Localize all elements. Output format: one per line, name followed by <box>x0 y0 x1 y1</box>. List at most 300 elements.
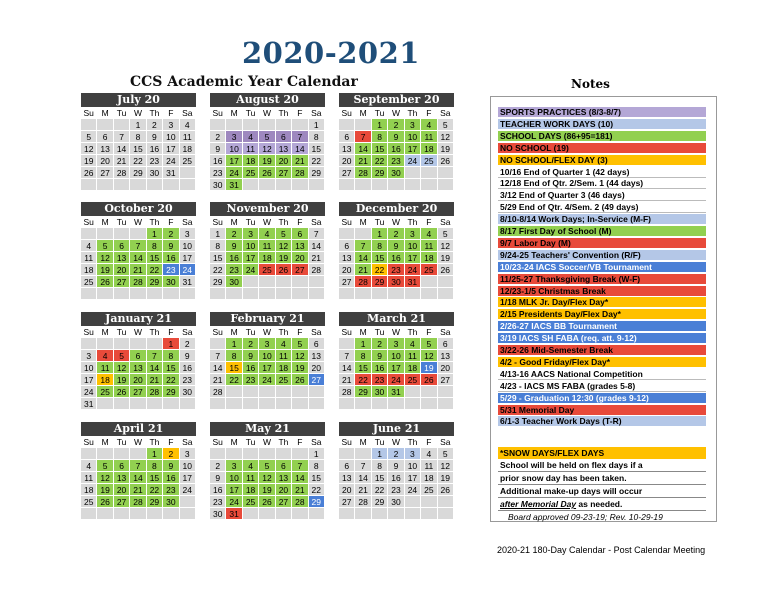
day-cell: 10 <box>405 240 421 252</box>
day-cell: 17 <box>405 472 421 484</box>
empty-cell <box>309 276 325 288</box>
day-cell: 17 <box>226 155 242 167</box>
empty-cell <box>292 276 308 288</box>
day-cell: 17 <box>180 472 196 484</box>
day-cell: 6 <box>339 460 355 472</box>
empty-cell <box>97 448 113 460</box>
day-cell: 21 <box>210 374 226 386</box>
day-cell: 3 <box>226 460 242 472</box>
day-cell: 8 <box>372 460 388 472</box>
empty-cell <box>421 508 437 520</box>
empty-cell <box>405 496 421 508</box>
weekday-header: Su <box>339 326 355 338</box>
empty-cell <box>259 508 275 520</box>
day-cell: 22 <box>147 264 163 276</box>
weekday-header: Th <box>405 216 421 228</box>
day-cell: 29 <box>210 276 226 288</box>
empty-cell <box>130 398 146 410</box>
day-cell: 13 <box>114 252 130 264</box>
day-cell: 13 <box>438 350 454 362</box>
day-cell: 14 <box>355 252 371 264</box>
weekday-header: Su <box>81 107 97 119</box>
empty-cell <box>339 288 355 300</box>
day-cell: 22 <box>147 484 163 496</box>
day-cell: 27 <box>130 386 146 398</box>
day-cell: 29 <box>372 496 388 508</box>
empty-cell <box>309 508 325 520</box>
day-cell: 16 <box>388 472 404 484</box>
day-cell: 19 <box>114 374 130 386</box>
day-cell: 7 <box>339 350 355 362</box>
empty-cell <box>147 288 163 300</box>
day-cell: 9 <box>180 350 196 362</box>
day-cell: 4 <box>421 228 437 240</box>
day-cell: 26 <box>438 264 454 276</box>
day-cell: 16 <box>210 484 226 496</box>
day-cell: 5 <box>97 460 113 472</box>
day-cell: 27 <box>339 496 355 508</box>
day-cell: 5 <box>81 131 97 143</box>
empty-cell <box>292 508 308 520</box>
empty-cell <box>97 508 113 520</box>
day-cell: 9 <box>243 350 259 362</box>
note-item: 5/29 - Graduation 12:30 (grades 9-12) <box>498 393 706 404</box>
footer-text: 2020-21 180-Day Calendar - Post Calendar Meeting <box>497 545 706 555</box>
note-item: 8/10-8/14 Work Days; In-Service (M-F) <box>498 214 706 225</box>
day-cell: 25 <box>81 496 97 508</box>
day-cell: 2 <box>226 228 242 240</box>
day-cell: 7 <box>130 240 146 252</box>
weekday-header: M <box>355 436 371 448</box>
weekday-header: F <box>292 107 308 119</box>
day-cell: 26 <box>276 264 292 276</box>
empty-cell <box>180 398 196 410</box>
empty-cell <box>97 398 113 410</box>
note-item: NO SCHOOL/FLEX DAY (3) <box>498 155 706 166</box>
day-cell: 23 <box>180 374 196 386</box>
day-cell: 21 <box>147 374 163 386</box>
day-cell: 20 <box>130 374 146 386</box>
note-item: 10/16 End of Quarter 1 (42 days) <box>498 167 706 178</box>
day-cell: 25 <box>421 484 437 496</box>
weekday-header: Sa <box>438 216 454 228</box>
day-cell: 4 <box>405 338 421 350</box>
note-item: 6/1-3 Teacher Work Days (T-R) <box>498 416 706 427</box>
day-cell: 8 <box>147 240 163 252</box>
day-cell: 3 <box>180 448 196 460</box>
day-cell: 12 <box>438 131 454 143</box>
day-cell: 11 <box>180 131 196 143</box>
day-cell: 29 <box>309 496 325 508</box>
weekday-header: Tu <box>243 216 259 228</box>
empty-cell <box>339 508 355 520</box>
day-cell: 21 <box>130 484 146 496</box>
month-grid <box>210 107 325 191</box>
weekday-header: Sa <box>180 107 196 119</box>
empty-cell <box>243 448 259 460</box>
weekday-header: Su <box>81 216 97 228</box>
weekday-header: Sa <box>438 326 454 338</box>
weekday-header: W <box>388 107 404 119</box>
day-cell: 12 <box>292 350 308 362</box>
day-cell: 17 <box>163 143 179 155</box>
empty-cell <box>339 179 355 191</box>
note-item: 3/12 End of Quarter 3 (46 days) <box>498 190 706 201</box>
day-cell: 11 <box>405 350 421 362</box>
day-cell: 30 <box>210 508 226 520</box>
weekday-header: W <box>130 216 146 228</box>
empty-cell <box>438 496 454 508</box>
empty-cell <box>421 167 437 179</box>
day-cell: 23 <box>163 484 179 496</box>
day-cell: 20 <box>114 484 130 496</box>
day-cell: 17 <box>405 143 421 155</box>
day-cell: 24 <box>163 155 179 167</box>
empty-cell <box>372 398 388 410</box>
day-cell: 21 <box>114 155 130 167</box>
day-cell: 31 <box>405 276 421 288</box>
month-grid <box>210 436 325 520</box>
weekday-header: M <box>226 326 242 338</box>
empty-cell <box>438 386 454 398</box>
day-cell: 17 <box>259 362 275 374</box>
empty-cell <box>226 448 242 460</box>
board-approved-note: Board approved 09-23-19; Rev. 10-29-19 <box>508 512 663 522</box>
empty-cell <box>81 228 97 240</box>
day-cell: 19 <box>438 143 454 155</box>
day-cell: 7 <box>292 460 308 472</box>
day-cell: 14 <box>147 362 163 374</box>
empty-cell <box>438 179 454 191</box>
weekday-header: Tu <box>372 216 388 228</box>
day-cell: 1 <box>147 228 163 240</box>
day-cell: 17 <box>405 252 421 264</box>
day-cell: 29 <box>372 276 388 288</box>
month-name: March 21 <box>339 312 454 326</box>
empty-cell <box>276 179 292 191</box>
day-cell: 26 <box>259 496 275 508</box>
day-cell: 22 <box>130 155 146 167</box>
day-cell: 29 <box>372 167 388 179</box>
day-cell: 3 <box>163 119 179 131</box>
empty-cell <box>292 398 308 410</box>
day-cell: 24 <box>243 264 259 276</box>
empty-cell <box>292 386 308 398</box>
day-cell: 4 <box>259 228 275 240</box>
day-cell: 25 <box>276 374 292 386</box>
day-cell: 15 <box>226 362 242 374</box>
day-cell: 30 <box>147 167 163 179</box>
empty-cell <box>276 288 292 300</box>
empty-cell <box>421 496 437 508</box>
weekday-header: Tu <box>372 107 388 119</box>
day-cell: 23 <box>163 264 179 276</box>
day-cell: 25 <box>81 276 97 288</box>
note-item: SPORTS PRACTICES (8/3-8/7) <box>498 107 706 118</box>
empty-cell <box>438 276 454 288</box>
day-cell: 16 <box>388 143 404 155</box>
empty-cell <box>81 288 97 300</box>
day-cell: 25 <box>405 374 421 386</box>
day-cell: 7 <box>114 131 130 143</box>
day-cell: 31 <box>81 398 97 410</box>
weekday-header: Su <box>210 216 226 228</box>
day-cell: 12 <box>438 460 454 472</box>
day-cell: 27 <box>339 276 355 288</box>
empty-cell <box>309 288 325 300</box>
empty-cell <box>243 398 259 410</box>
empty-cell <box>388 508 404 520</box>
day-cell: 22 <box>372 484 388 496</box>
weekday-header: M <box>97 436 113 448</box>
month-name: January 21 <box>81 312 196 326</box>
day-cell: 10 <box>163 131 179 143</box>
day-cell: 19 <box>438 472 454 484</box>
day-cell: 2 <box>388 228 404 240</box>
day-cell: 26 <box>438 484 454 496</box>
day-cell: 3 <box>180 228 196 240</box>
day-cell: 21 <box>355 484 371 496</box>
note-item: 8/17 First Day of School (M) <box>498 226 706 237</box>
empty-cell <box>210 448 226 460</box>
empty-cell <box>259 448 275 460</box>
day-cell: 20 <box>276 155 292 167</box>
day-cell: 4 <box>421 448 437 460</box>
day-cell: 22 <box>309 484 325 496</box>
day-cell: 12 <box>259 472 275 484</box>
empty-cell <box>438 167 454 179</box>
empty-cell <box>163 398 179 410</box>
empty-cell <box>259 288 275 300</box>
day-cell: 5 <box>292 338 308 350</box>
day-cell: 28 <box>355 167 371 179</box>
day-cell: 19 <box>259 484 275 496</box>
day-cell: 15 <box>355 362 371 374</box>
day-cell: 5 <box>438 119 454 131</box>
day-cell: 19 <box>292 362 308 374</box>
day-cell: 1 <box>226 338 242 350</box>
empty-cell <box>339 119 355 131</box>
day-cell: 4 <box>97 350 113 362</box>
day-cell: 17 <box>226 484 242 496</box>
day-cell: 15 <box>147 252 163 264</box>
weekday-header: Th <box>405 107 421 119</box>
day-cell: 25 <box>243 496 259 508</box>
day-cell: 10 <box>81 362 97 374</box>
weekday-header: Sa <box>309 436 325 448</box>
day-cell: 10 <box>180 460 196 472</box>
empty-cell <box>243 508 259 520</box>
day-cell: 17 <box>180 252 196 264</box>
day-cell: 15 <box>372 143 388 155</box>
day-cell: 8 <box>147 460 163 472</box>
month-calendar <box>339 422 454 520</box>
empty-cell <box>81 448 97 460</box>
note-item: 4/13-16 AACS National Competition <box>498 369 706 380</box>
day-cell: 8 <box>372 131 388 143</box>
day-cell: 17 <box>243 252 259 264</box>
day-cell: 3 <box>226 131 242 143</box>
day-cell: 18 <box>180 143 196 155</box>
snow-days-line: Additional make-up days will occur <box>498 485 706 498</box>
empty-cell <box>97 288 113 300</box>
day-cell: 16 <box>163 472 179 484</box>
day-cell: 20 <box>339 155 355 167</box>
empty-cell <box>81 119 97 131</box>
day-cell: 26 <box>292 374 308 386</box>
day-cell: 17 <box>388 362 404 374</box>
month-grid <box>339 436 454 520</box>
year-title: 2020-2021 <box>242 36 420 70</box>
weekday-header: Th <box>276 107 292 119</box>
weekday-header: Su <box>339 436 355 448</box>
weekday-header: Th <box>276 326 292 338</box>
day-cell: 21 <box>355 155 371 167</box>
weekday-header: Tu <box>114 216 130 228</box>
day-cell: 30 <box>163 276 179 288</box>
weekday-header: M <box>97 326 113 338</box>
day-cell: 15 <box>372 252 388 264</box>
weekday-header: Su <box>210 436 226 448</box>
day-cell: 27 <box>292 264 308 276</box>
day-cell: 7 <box>210 350 226 362</box>
day-cell: 18 <box>243 155 259 167</box>
note-item: 4/23 - IACS MS FABA (grades 5-8) <box>498 381 706 392</box>
empty-cell <box>210 119 226 131</box>
empty-cell <box>309 179 325 191</box>
weekday-header: M <box>355 216 371 228</box>
day-cell: 26 <box>114 386 130 398</box>
month-grid <box>81 436 196 520</box>
day-cell: 10 <box>180 240 196 252</box>
day-cell: 22 <box>355 374 371 386</box>
month-calendar <box>81 93 196 191</box>
day-cell: 1 <box>372 448 388 460</box>
day-cell: 8 <box>372 240 388 252</box>
day-cell: 23 <box>388 264 404 276</box>
day-cell: 11 <box>276 350 292 362</box>
day-cell: 9 <box>163 240 179 252</box>
day-cell: 24 <box>226 496 242 508</box>
empty-cell <box>243 386 259 398</box>
day-cell: 1 <box>130 119 146 131</box>
empty-cell <box>421 386 437 398</box>
day-cell: 13 <box>276 143 292 155</box>
day-cell: 2 <box>388 119 404 131</box>
weekday-header: Tu <box>243 326 259 338</box>
day-cell: 23 <box>388 155 404 167</box>
note-item: SCHOOL DAYS (86+95=181) <box>498 131 706 142</box>
day-cell: 2 <box>147 119 163 131</box>
day-cell: 15 <box>309 472 325 484</box>
day-cell: 3 <box>405 228 421 240</box>
day-cell: 31 <box>388 386 404 398</box>
empty-cell <box>243 288 259 300</box>
day-cell: 6 <box>97 131 113 143</box>
weekday-header: F <box>292 326 308 338</box>
day-cell: 8 <box>226 350 242 362</box>
day-cell: 26 <box>97 496 113 508</box>
day-cell: 10 <box>226 472 242 484</box>
empty-cell <box>355 288 371 300</box>
day-cell: 11 <box>259 240 275 252</box>
weekday-header: Tu <box>243 107 259 119</box>
day-cell: 5 <box>259 131 275 143</box>
empty-cell <box>147 398 163 410</box>
empty-cell <box>292 179 308 191</box>
day-cell: 12 <box>421 350 437 362</box>
snow-days-line: prior snow day has been taken. <box>498 472 706 485</box>
weekday-header: Tu <box>243 436 259 448</box>
empty-cell <box>147 508 163 520</box>
month-name: June 21 <box>339 422 454 436</box>
weekday-header: Su <box>339 216 355 228</box>
day-cell: 5 <box>276 228 292 240</box>
empty-cell <box>130 448 146 460</box>
day-cell: 14 <box>355 143 371 155</box>
day-cell: 27 <box>114 496 130 508</box>
day-cell: 23 <box>372 374 388 386</box>
empty-cell <box>180 179 196 191</box>
empty-cell <box>276 448 292 460</box>
day-cell: 30 <box>388 167 404 179</box>
notes-panel <box>490 96 717 522</box>
day-cell: 11 <box>81 252 97 264</box>
weekday-header: M <box>97 216 113 228</box>
day-cell: 18 <box>81 264 97 276</box>
day-cell: 31 <box>226 179 242 191</box>
day-cell: 20 <box>339 264 355 276</box>
empty-cell <box>210 338 226 350</box>
empty-cell <box>226 119 242 131</box>
weekday-header: W <box>388 326 404 338</box>
day-cell: 6 <box>130 350 146 362</box>
day-cell: 21 <box>292 484 308 496</box>
empty-cell <box>292 448 308 460</box>
day-cell: 4 <box>180 119 196 131</box>
day-cell: 20 <box>276 484 292 496</box>
day-cell: 9 <box>372 350 388 362</box>
empty-cell <box>276 119 292 131</box>
day-cell: 22 <box>372 155 388 167</box>
day-cell: 10 <box>405 131 421 143</box>
day-cell: 15 <box>309 143 325 155</box>
day-cell: 4 <box>81 240 97 252</box>
day-cell: 14 <box>292 143 308 155</box>
weekday-header: F <box>421 216 437 228</box>
empty-cell <box>147 338 163 350</box>
snow-days-header: *SNOW DAYS/FLEX DAYS <box>498 447 706 459</box>
day-cell: 11 <box>421 240 437 252</box>
day-cell: 1 <box>147 448 163 460</box>
empty-cell <box>97 119 113 131</box>
day-cell: 7 <box>309 228 325 240</box>
weekday-header: F <box>421 107 437 119</box>
day-cell: 15 <box>130 143 146 155</box>
empty-cell <box>276 386 292 398</box>
day-cell: 9 <box>388 460 404 472</box>
day-cell: 14 <box>114 143 130 155</box>
weekday-header: F <box>163 107 179 119</box>
day-cell: 30 <box>180 386 196 398</box>
month-calendar <box>339 202 454 300</box>
day-cell: 21 <box>355 264 371 276</box>
day-cell: 10 <box>226 143 242 155</box>
empty-cell <box>243 119 259 131</box>
weekday-header: Th <box>147 436 163 448</box>
day-cell: 7 <box>355 131 371 143</box>
note-item: 3/19 IACS SH FABA (req. att. 9-12) <box>498 333 706 344</box>
